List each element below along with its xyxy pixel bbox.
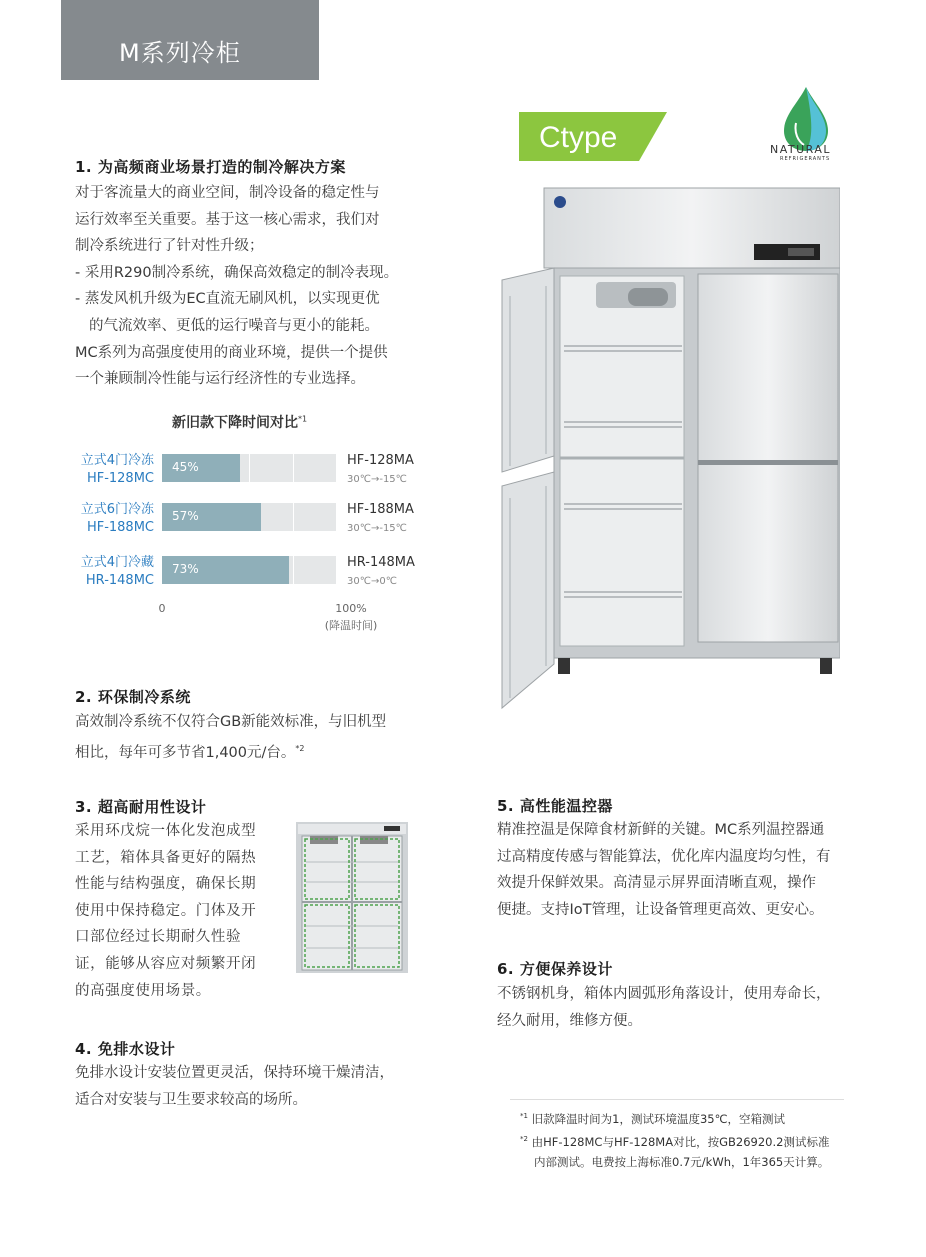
section-5-line: 过高精度传感与智能算法，优化库内温度均匀性，有 (497, 848, 831, 865)
bar (162, 454, 240, 482)
footnote-2 (520, 1129, 850, 1152)
section-4-body (75, 1060, 394, 1113)
bar-gridline (293, 503, 294, 531)
category-model-label: HR-148MC (85, 573, 154, 588)
section-3-line: 证，能够从容应对频繁开闭 (75, 955, 257, 972)
section-3-line: 性能与结构强度，确保长期 (75, 876, 257, 893)
bar-gridline (293, 556, 294, 584)
section-1-bullet: - 采用R290制冷系统，确保高效稳定的制冷表现。 (75, 264, 399, 281)
logo-text-refrigerants: REFRIGERANTS (780, 156, 831, 162)
bar-track (162, 556, 336, 584)
old-model-label: HF-188MA (347, 502, 414, 517)
section-2-note: *2 (295, 743, 305, 753)
section-2-line (75, 736, 386, 766)
ctype-badge-text: Ctype (539, 121, 618, 154)
category-model-label: HF-128MC (86, 471, 154, 486)
test-condition-label: 30℃→-15℃ (347, 474, 407, 485)
section-3-line: 的高强度使用场景。 (75, 982, 211, 999)
bar-gridline (249, 454, 250, 482)
section-5-line: 效提升保鲜效果。高清显示屏界面清晰直观，操作 (497, 875, 816, 892)
footnote-1-text: 旧款降温时间为1，测试环境温度35℃，空箱测试 (531, 1111, 785, 1126)
category-label (44, 452, 154, 488)
section-1-line: MC系列为高强度使用的商业环境，提供一个提供 (75, 344, 388, 361)
section-5-body (497, 817, 831, 923)
test-condition-label: 30℃→-15℃ (347, 523, 407, 534)
section-1-body (75, 180, 398, 393)
x-axis-min-label: 0 (158, 602, 166, 615)
footnote-2-text: 由HF-128MC与HF-128MA对比，按GB26920.2测试标准 (531, 1134, 830, 1149)
ctype-badge (519, 112, 667, 161)
section-6-title: 6. 方便保养设计 (497, 960, 613, 978)
logo-text-natural: NATURAL (770, 143, 832, 156)
section-3-body (75, 818, 256, 1004)
section-6-body (497, 981, 831, 1034)
section-1-bullet: - 蒸发风机升级为EC直流无刷风机，以实现更优 (75, 291, 380, 308)
section-1-line: 对于客流量大的商业空间，制冷设备的稳定性与 (75, 185, 380, 201)
section-2-body (75, 709, 386, 766)
section-5-title: 5. 高性能温控器 (497, 797, 613, 815)
section-5-line: 便捷。支持IoT管理，让设备管理更高效、更安心。 (497, 901, 824, 918)
header-tab (61, 0, 319, 80)
x-axis-max-label: 100% (335, 602, 367, 615)
category-type-label: 立式6门冷冻 (80, 502, 154, 517)
category-label (44, 501, 154, 537)
bar-track (162, 503, 336, 531)
bar-value-label: 45% (172, 460, 199, 474)
bar (162, 503, 261, 531)
section-5-line: 精准控温是保障食材新鲜的关键。MC系列温控器通 (497, 822, 825, 838)
section-4-title: 4. 免排水设计 (75, 1040, 176, 1058)
section-1-bullet-cont: 的气流效率、更低的运行噪音与更小的能耗。 (89, 317, 379, 334)
chart-title-text: 新旧款下降时间对比 (172, 415, 298, 431)
footnote-2-mark: *2 (520, 1134, 528, 1143)
x-axis-note: (降温时间) (324, 619, 378, 632)
fridge-interior-image (296, 822, 408, 973)
fridge-product-image (498, 186, 840, 712)
old-model-label: HR-148MA (347, 555, 415, 570)
bar-value-label: 57% (172, 509, 199, 523)
section-1-line: 运行效率至关重要。基于这一核心需求，我们对 (75, 211, 380, 228)
section-2-line: 高效制冷系统不仅符合GB新能效标准，与旧机型 (75, 714, 387, 730)
section-3-line: 口部位经过长期耐久性验 (75, 929, 242, 946)
bar-gridline (293, 454, 294, 482)
section-4-line: 免排水设计安装位置更灵活，保持环境干燥清洁， (75, 1065, 394, 1081)
category-type-label: 立式4门冷冻 (80, 453, 154, 468)
section-2-title: 2. 环保制冷系统 (75, 688, 191, 706)
category-type-label: 立式4门冷藏 (80, 555, 154, 570)
section-3-line: 工艺，箱体具备更好的隔热 (75, 849, 257, 866)
section-2-text: 相比，每年可多节省1,400元/台。 (75, 744, 296, 761)
bar (162, 556, 289, 584)
section-6-line: 经久耐用，维修方便。 (497, 1012, 642, 1029)
category-label (44, 554, 154, 590)
section-4-line: 适合对安装与卫生要求较高的场所。 (75, 1091, 307, 1108)
section-3-line: 使用中保持稳定。门体及开 (75, 902, 257, 919)
bar-track (162, 454, 336, 482)
test-condition-label: 30℃→0℃ (347, 576, 397, 587)
section-1-line: 一个兼顾制冷性能与运行经济性的专业选择。 (75, 371, 365, 388)
category-model-label: HF-188MC (86, 520, 154, 535)
page-title: M系列冷柜 (119, 39, 241, 67)
footnotes (520, 1106, 850, 1172)
footnote-1 (520, 1106, 850, 1129)
chart-title-note: *1 (298, 414, 308, 424)
chart-title (172, 412, 307, 432)
section-6-line: 不锈钢机身，箱体内圆弧形角落设计，使用寿命长， (497, 986, 831, 1002)
footnote-1-mark: *1 (520, 1112, 528, 1120)
footnote-divider (510, 1099, 844, 1100)
section-1-line: 制冷系统进行了针对性升级； (75, 238, 264, 255)
section-3-title: 3. 超高耐用性设计 (75, 798, 207, 816)
old-model-label: HF-128MA (347, 453, 414, 468)
footnote-2-cont: 内部测试。电费按上海标准0.7元/kWh，1年365天计算。 (534, 1154, 830, 1169)
section-1-title: 1. 为高频商业场景打造的制冷解决方案 (75, 158, 346, 176)
section-3-line: 采用环戊烷一体化发泡成型 (75, 823, 257, 839)
bar-value-label: 73% (172, 562, 199, 576)
